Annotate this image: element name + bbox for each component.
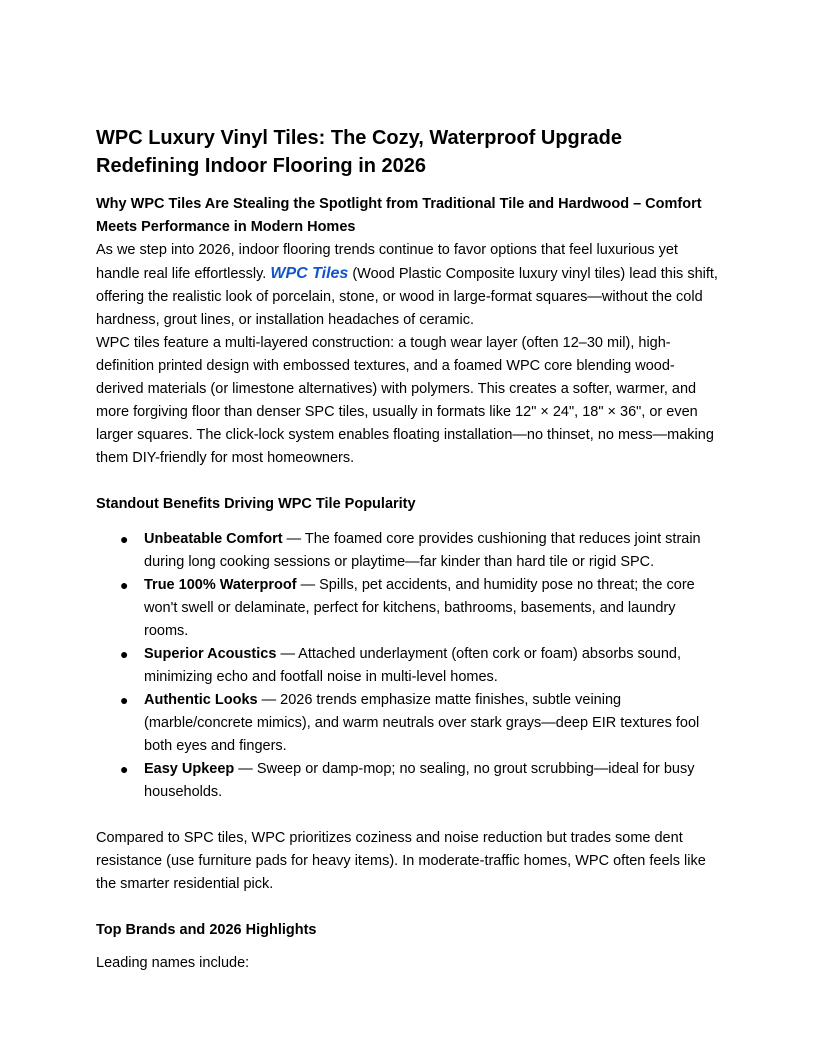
bullet-icon: ● bbox=[120, 577, 129, 593]
benefit-text: — Attached underlayment (often cork or foam) absorbs sound, minimizing echo and footfall noise in multi-level homes. bbox=[144, 646, 682, 685]
article-subtitle: Why WPC Tiles Are Stealing the Spotlight from Traditional Tile and Hardwood – Comfort Meets Performance in Modern Homes bbox=[96, 196, 702, 235]
bullet-icon: ● bbox=[120, 761, 129, 777]
benefit-term: True 100% Waterproof bbox=[144, 577, 297, 593]
list-item bbox=[96, 689, 720, 758]
benefits-heading: Standout Benefits Driving WPC Tile Popularity bbox=[96, 496, 416, 512]
benefit-text: — The foamed core provides cushioning that reduces joint strain during long cooking sessions or playtime—far kinder than hard tile or rigid SPC. bbox=[144, 531, 701, 570]
construction-paragraph: WPC tiles feature a multi-layered construction: a tough wear layer (often 12–30 mil), high-definition printed design with embossed textures, and a foamed WPC core blending wood-derived materials (or limestone alternatives) with polymers. This creates a softer, warmer, and more forgiving floor than denser SPC tiles, usually in formats like 12" × 24", 18" × 36", or even larger squares. The click-lock system enables floating installation—no thinset, no mess—making them DIY-friendly for most homeowners. bbox=[96, 335, 714, 466]
benefits-list bbox=[96, 528, 720, 804]
bullet-icon: ● bbox=[120, 692, 129, 708]
benefit-text: — Sweep or damp-mop; no sealing, no grout scrubbing—ideal for busy households. bbox=[144, 761, 695, 800]
comparison-paragraph: Compared to SPC tiles, WPC prioritizes coziness and noise reduction but trades some dent resistance (use furniture pads for heavy items). In moderate-traffic homes, WPC often feels like the smarter residential pick. bbox=[96, 830, 706, 892]
benefit-term: Unbeatable Comfort bbox=[144, 531, 283, 547]
benefit-term: Superior Acoustics bbox=[144, 646, 277, 662]
list-item bbox=[96, 528, 720, 574]
article-title: WPC Luxury Vinyl Tiles: The Cozy, Waterproof Upgrade Redefining Indoor Flooring in 2026 bbox=[96, 127, 622, 177]
bullet-icon: ● bbox=[120, 531, 129, 547]
list-item bbox=[96, 758, 720, 804]
document-page bbox=[96, 124, 720, 975]
brands-heading: Top Brands and 2026 Highlights bbox=[96, 922, 317, 938]
benefit-term: Authentic Looks bbox=[144, 692, 258, 708]
list-item bbox=[96, 574, 720, 643]
wpc-tiles-link[interactable]: WPC Tiles bbox=[270, 265, 349, 282]
benefit-term: Easy Upkeep bbox=[144, 761, 235, 777]
brands-intro: Leading names include: bbox=[96, 955, 250, 971]
benefit-text: — 2026 trends emphasize matte finishes, subtle veining (marble/concrete mimics), and warm neutrals over stark grays—deep EIR textures fool both eyes and fingers. bbox=[144, 692, 700, 754]
list-item bbox=[96, 643, 720, 689]
benefit-text: — Spills, pet accidents, and humidity pose no threat; the core won't swell or delaminate, perfect for kitchens, bathrooms, basements, and laundry rooms. bbox=[144, 577, 695, 639]
intro-paragraph bbox=[96, 239, 720, 332]
bullet-icon: ● bbox=[120, 646, 129, 662]
intro-text-before-link: As we step into 2026, indoor flooring trends continue to favor options that feel luxurious yet handle real life effortlessly. bbox=[96, 242, 678, 282]
intro-text-after-link: (Wood Plastic Composite luxury vinyl tiles) lead this shift, offering the realistic look of porcelain, stone, or wood in large-format squares—without the cold hardness, grout lines, or installation headaches of ceramic. bbox=[96, 266, 718, 328]
